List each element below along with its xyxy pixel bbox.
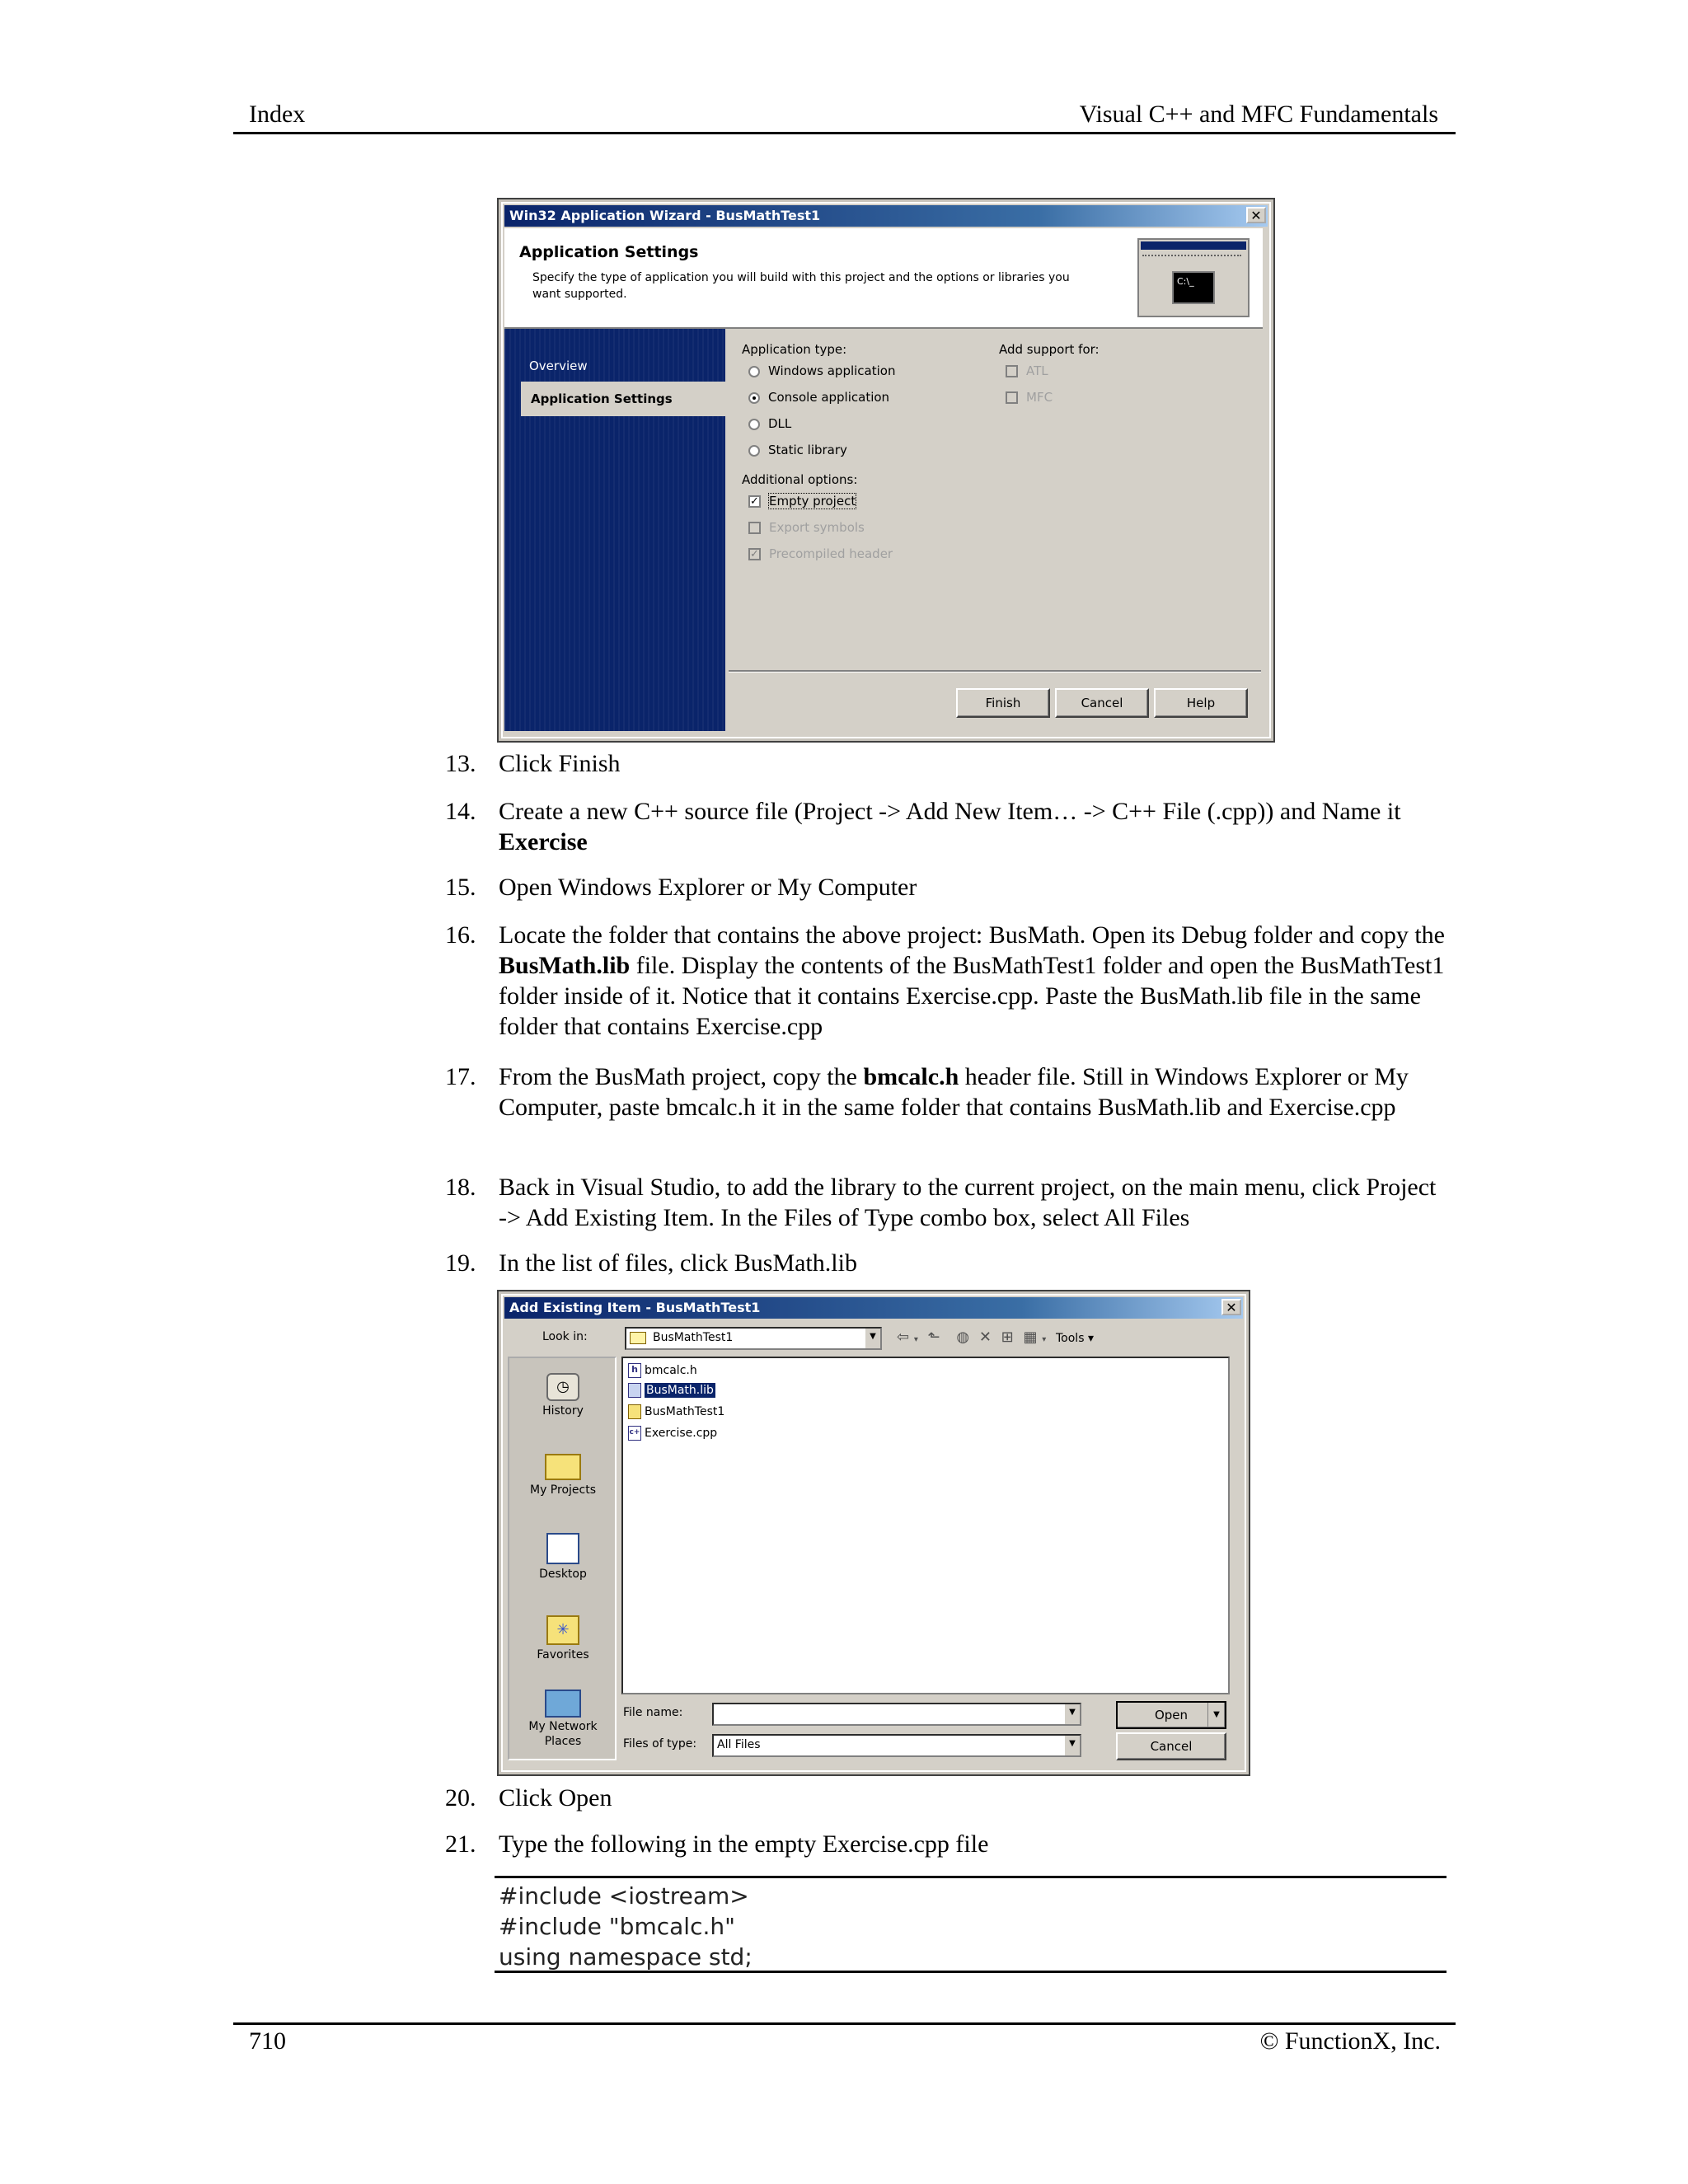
cpp-file-icon: c+ <box>628 1426 641 1441</box>
close-icon[interactable]: ✕ <box>1246 207 1266 223</box>
nav-item-overview[interactable]: Overview <box>529 359 588 373</box>
wizard-header-band <box>504 228 1263 329</box>
code-line-1: #include <iostream> <box>499 1882 749 1910</box>
header-right: Visual C++ and MFC Fundamentals <box>1079 101 1438 128</box>
checkmark-icon: ✓ <box>748 495 761 508</box>
wizard-description-1: Specify the type of application you will build with this project and the options or libraries you <box>532 271 1070 284</box>
code-top-rule <box>495 1876 1447 1878</box>
places-bar <box>508 1357 617 1760</box>
close-icon[interactable]: ✕ <box>1221 1299 1241 1315</box>
file-item-busmath-lib[interactable]: BusMath.lib <box>628 1383 715 1398</box>
back-arrow-icon[interactable]: ⇦ <box>897 1329 910 1346</box>
code-bottom-rule <box>495 1971 1447 1973</box>
checkbox-empty-project[interactable]: ✓ Empty project <box>748 494 856 509</box>
folder-icon <box>630 1332 646 1344</box>
wizard-titlebar: Win32 Application Wizard - BusMathTest1 <box>504 205 1268 227</box>
nav-item-application-settings[interactable] <box>521 382 725 416</box>
search-web-icon[interactable]: ◍ <box>956 1329 970 1346</box>
cancel-button[interactable]: Cancel <box>1055 688 1149 718</box>
radio-icon <box>748 419 760 430</box>
wizard-dialog <box>499 199 1273 741</box>
place-desktop[interactable]: Desktop <box>509 1533 617 1581</box>
checkbox-mfc: MFC <box>1006 390 1053 405</box>
additional-options-label: Additional options: <box>742 472 858 487</box>
code-line-2: #include "bmcalc.h" <box>499 1913 735 1940</box>
checkbox-icon <box>748 522 761 534</box>
favorites-icon: ✳ <box>546 1615 579 1645</box>
wizard-button-divider <box>729 670 1261 673</box>
header-left: Index <box>249 101 306 128</box>
app-type-label: Application type: <box>742 342 847 357</box>
radio-windows-application[interactable]: Windows application <box>748 363 895 378</box>
chevron-down-icon[interactable]: ▼ <box>1207 1703 1225 1727</box>
cancel-button[interactable]: Cancel <box>1116 1732 1226 1760</box>
checkbox-export-symbols: Export symbols <box>748 520 865 535</box>
tools-menu[interactable]: Tools ▾ <box>1056 1332 1094 1345</box>
delete-icon[interactable]: ✕ <box>978 1329 992 1346</box>
checkbox-icon <box>1006 391 1018 404</box>
file-type-label: Files of type: <box>623 1737 697 1750</box>
code-line-3: using namespace std; <box>499 1943 753 1971</box>
place-my-projects[interactable]: My Projects <box>509 1454 617 1497</box>
history-icon: ◷ <box>546 1373 579 1401</box>
chevron-down-icon[interactable]: ▾ <box>1042 1335 1047 1344</box>
radio-selected-icon <box>748 392 760 404</box>
copyright: © FunctionX, Inc. <box>1259 2027 1441 2055</box>
code-block <box>499 1881 1447 1972</box>
file-list <box>621 1357 1230 1694</box>
views-icon[interactable]: ▦ <box>1023 1329 1038 1346</box>
header-rule <box>233 132 1456 134</box>
add-item-dialog <box>499 1291 1249 1774</box>
page-number: 710 <box>249 2027 286 2055</box>
chevron-down-icon[interactable]: ▼ <box>1063 1736 1080 1755</box>
folder-icon <box>545 1454 581 1480</box>
desktop-icon <box>546 1533 579 1564</box>
open-button[interactable]: Open ▼ <box>1116 1701 1226 1729</box>
add-support-label: Add support for: <box>999 342 1100 357</box>
up-folder-icon[interactable]: ⬑ <box>927 1329 940 1346</box>
file-item-exercise-cpp[interactable]: c+ Exercise.cpp <box>629 1427 718 1440</box>
header-file-icon: h <box>628 1363 641 1378</box>
file-item-busmathtest1[interactable]: BusMathTest1 <box>628 1404 724 1419</box>
help-button[interactable]: Help <box>1154 688 1248 718</box>
place-favorites[interactable]: ✳ Favorites <box>509 1615 617 1661</box>
look-in-dropdown[interactable]: BusMathTest1 ▼ <box>625 1327 882 1350</box>
file-item-bmcalc-h[interactable]: h bmcalc.h <box>628 1363 697 1378</box>
file-name-label: File name: <box>623 1706 683 1719</box>
finish-button[interactable]: Finish <box>956 688 1050 718</box>
console-thumbnail-icon <box>1137 238 1250 317</box>
wizard-heading: Application Settings <box>519 243 699 261</box>
look-in-toolbar <box>897 1329 1094 1346</box>
radio-icon <box>748 445 760 457</box>
file-name-input[interactable] <box>712 1703 1081 1726</box>
chevron-down-icon[interactable]: ▼ <box>864 1329 880 1348</box>
chevron-down-icon[interactable]: ▼ <box>1063 1704 1080 1724</box>
radio-static-library[interactable]: Static library <box>748 443 847 457</box>
nav-item-application-settings-label: Application Settings <box>531 391 673 406</box>
checkbox-icon <box>1006 365 1018 377</box>
place-history[interactable]: ◷ History <box>509 1373 617 1418</box>
radio-dll[interactable]: DLL <box>748 416 791 431</box>
checkbox-precompiled-header: ✓ Precompiled header <box>748 546 893 561</box>
new-folder-icon[interactable]: ⊞ <box>1001 1329 1014 1346</box>
wizard-description-2: want supported. <box>532 288 627 301</box>
wizard-nav-panel <box>504 329 725 731</box>
checkmark-icon: ✓ <box>748 548 761 560</box>
network-icon <box>545 1690 581 1718</box>
checkbox-atl: ATL <box>1006 363 1048 378</box>
file-type-select[interactable]: All Files ▼ <box>712 1734 1081 1757</box>
radio-icon <box>748 366 760 377</box>
footer-rule <box>233 2022 1456 2025</box>
chevron-down-icon[interactable]: ▾ <box>913 1335 918 1344</box>
place-my-network-places[interactable]: My Network Places <box>509 1690 617 1749</box>
library-file-icon <box>628 1383 641 1398</box>
thumbnail-prompt: C:\_ <box>1177 276 1194 287</box>
look-in-label: Look in: <box>542 1330 588 1343</box>
project-file-icon <box>628 1404 641 1419</box>
add-item-titlebar: Add Existing Item - BusMathTest1 <box>504 1297 1243 1319</box>
radio-console-application[interactable]: Console application <box>748 390 889 405</box>
